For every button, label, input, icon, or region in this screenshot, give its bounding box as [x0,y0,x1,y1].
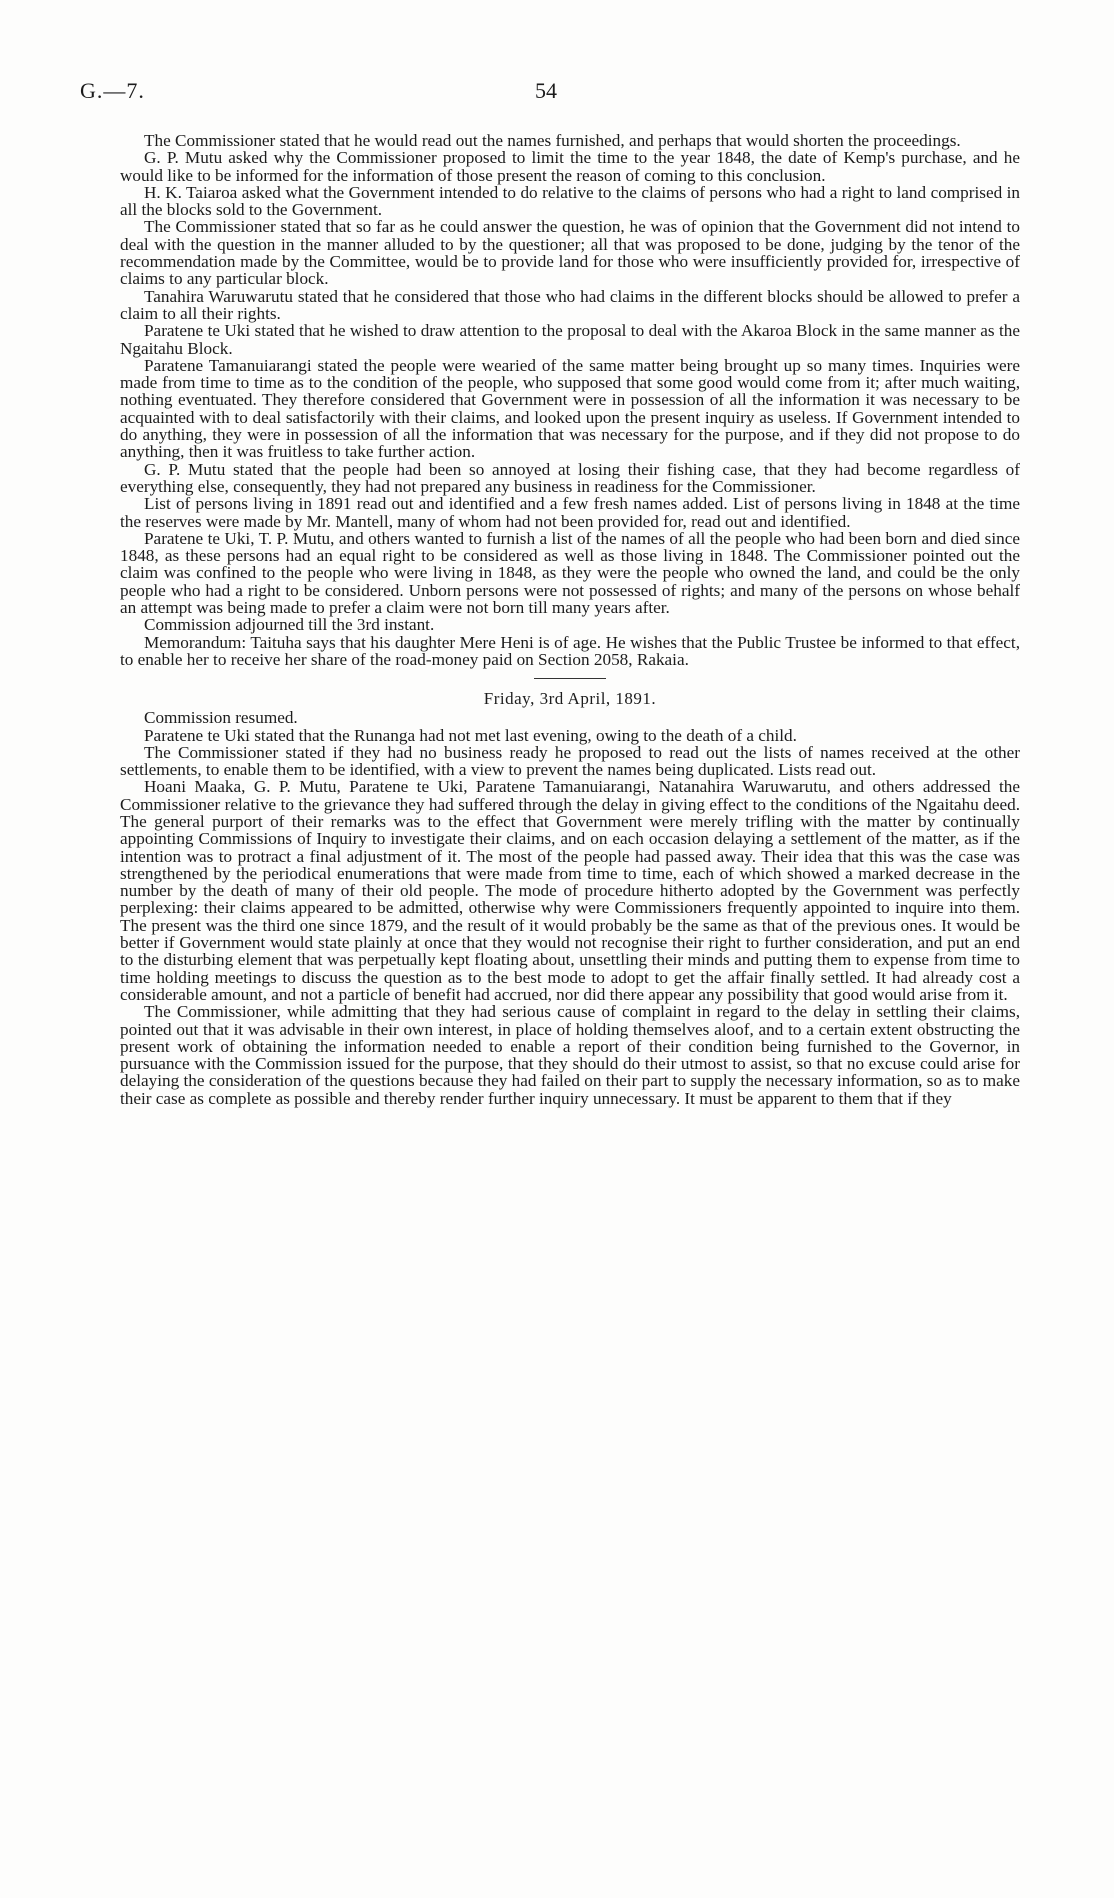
paragraph: The Commissioner stated if they had no business ready he proposed to read out the lists of names received at the other settlements, to enable them to be identified, with a view to prevent the names being duplicated. Lists read out. [120,742,1020,780]
date-heading: Friday, 3rd April, 1891. [483,689,657,709]
paragraph: Memorandum: Taituha says that his daughter Mere Heni is of age. He wishes that the Public Trustee be informed to that effect, to enable her to receive her share of the road-money paid on Section 2058, Rakaia. [120,632,1020,669]
paragraph: H. K. Taiaroa asked what the Government intended to do relative to the claims of persons who had a right to land comprised in all the blocks sold to the Government. [120,182,1020,220]
paragraph: Tanahira Waruwarutu stated that he considered that those who had claims in the different blocks should be allowed to prefer a claim to all their rights. [120,286,1020,323]
paragraph: The Commissioner stated that he would read out the names furnished, and perhaps that would shorten the proceedings. [144,131,961,150]
series-reference: G.—7. [80,78,145,103]
paragraph: Commission resumed. [144,708,298,728]
running-head [80,78,1040,106]
paragraph: Hoani Maaka, G. P. Mutu, Paratene te Uki, Paratene Tamanuiarangi, Natanahira Waruwarutu, and others addressed the Commissioner relative to the grievance they had suffered through the delay in giving effect to the conditions of the Ngaitahu deed. The general purport of their remarks was to the effect that Government were merely trifling with the matter by continually appointing Commissions of Inquiry to investigate their claims, and on each occasion delaying a settlement of the matter, as if the intention was to protract a final adjustment of it. The most of the people had passed away. Their idea that this was the case was strengthened by the periodical enumerations that were made from time to time, each of which showed a marked decrease in the number by the death of many of their old people. The mode of procedure hitherto adopted by the Government was perfectly perplexing: their claims appeared to be admitted, otherwise why were Commissioners frequently appointed to inquire into them. The present was the third one since 1879, and the result of it would probably be the same as that of the previous ones. It would be better if Government would state plainly at once that they would not recognise their right to further consideration, and put an end to the disturbing element that was perpetually kept floating about, unsettling their minds and putting them to expense from time to time holding meetings to discuss the question as to the best mode to adopt to get the affair finally settled. It had already cost a considerable amount, and not a particle of benefit had accrued, nor did there appear any possibility that good would arise from it. [120,777,1020,1004]
paragraph: G. P. Mutu stated that the people had been so annoyed at losing their fishing case, that they had become regardless of everything else, consequently, they had not prepared any business in readiness for the Commissioner. [120,459,1020,496]
paragraph: Paratene te Uki stated that he wished to draw attention to the proposal to deal with the Akaroa Block in the same manner as the Ngaitahu Block. [120,321,1020,358]
paragraph: Commission adjourned till the 3rd instant. [144,615,435,635]
paragraph: G. P. Mutu asked why the Commissioner proposed to limit the time to the year 1848, the date of Kemp's purchase, and he would like to be informed for the information of those present the reason of coming to this conclusion. [120,148,1020,185]
paragraph: The Commissioner stated that so far as he could answer the question, he was of opinion that the Government did not intend to deal with the question in the manner alluded to by the questioner; all that was proposed to be done, judging by the tenor of the recommendation made by the Committee, would be to provide land for those who were insufficiently provided for, irrespective of claims to any particular block. [120,217,1020,289]
paragraph: Paratene te Uki, T. P. Mutu, and others wanted to furnish a list of the names of all the people who had been born and died since 1848, as these persons had an equal right to be considered as well as those living in 1848. The Commissioner pointed out the claim was confined to the people who were living in 1848, as they were the people who owned the land, and could be the only people who had a right to be considered. Unborn persons were not possessed of rights; and many of the persons on whose behalf an attempt was being made to prefer a claim were not born till many years after. [120,528,1020,618]
paragraph: The Commissioner, while admitting that they had serious cause of complaint in regard to the delay in settling their claims, pointed out that it was advisable in their own interest, in place of holding themselves aloof, and to a certain extent obstructing the present work of obtaining the information needed to enable a report of their condition being furnished to the Governor, in pursuance with the Commission issued for the purpose, that they should do their utmost to assist, so that no excuse could arise for delaying the consideration of the questions because they had failed on their part to supply the necessary information, so as to make their case as complete as possible and thereby render further inquiry unnecessary. It must be apparent to them that if they [120,1002,1020,1108]
paragraph: Paratene Tamanuiarangi stated the people were wearied of the same matter being brought up so many times. Inquiries were made from time to time as to the condition of the people, who supposed that some good would come from it; after much waiting, nothing eventuated. They therefore considered that Government were in possession of all the information it was necessary to be acquainted with to deal satisfactorily with their claims, and looked upon the present inquiry as useless. If Government intended to do anything, they were in possession of all the information that was necessary for the purpose, and if they did not propose to do anything, then it was fruitless to take further action. [120,355,1020,462]
paragraph: Paratene te Uki stated that the Runanga had not met last evening, owing to the death of a child. [144,725,797,745]
section-divider [534,678,606,679]
body-text [120,132,1020,1107]
paragraph: List of persons living in 1891 read out and identified and a few fresh names added. List of persons living in 1848 at the time the reserves were made by Mr. Mantell, many of whom had not been provided for, read out and identified. [120,494,1020,531]
page-number: 54 [535,78,557,103]
